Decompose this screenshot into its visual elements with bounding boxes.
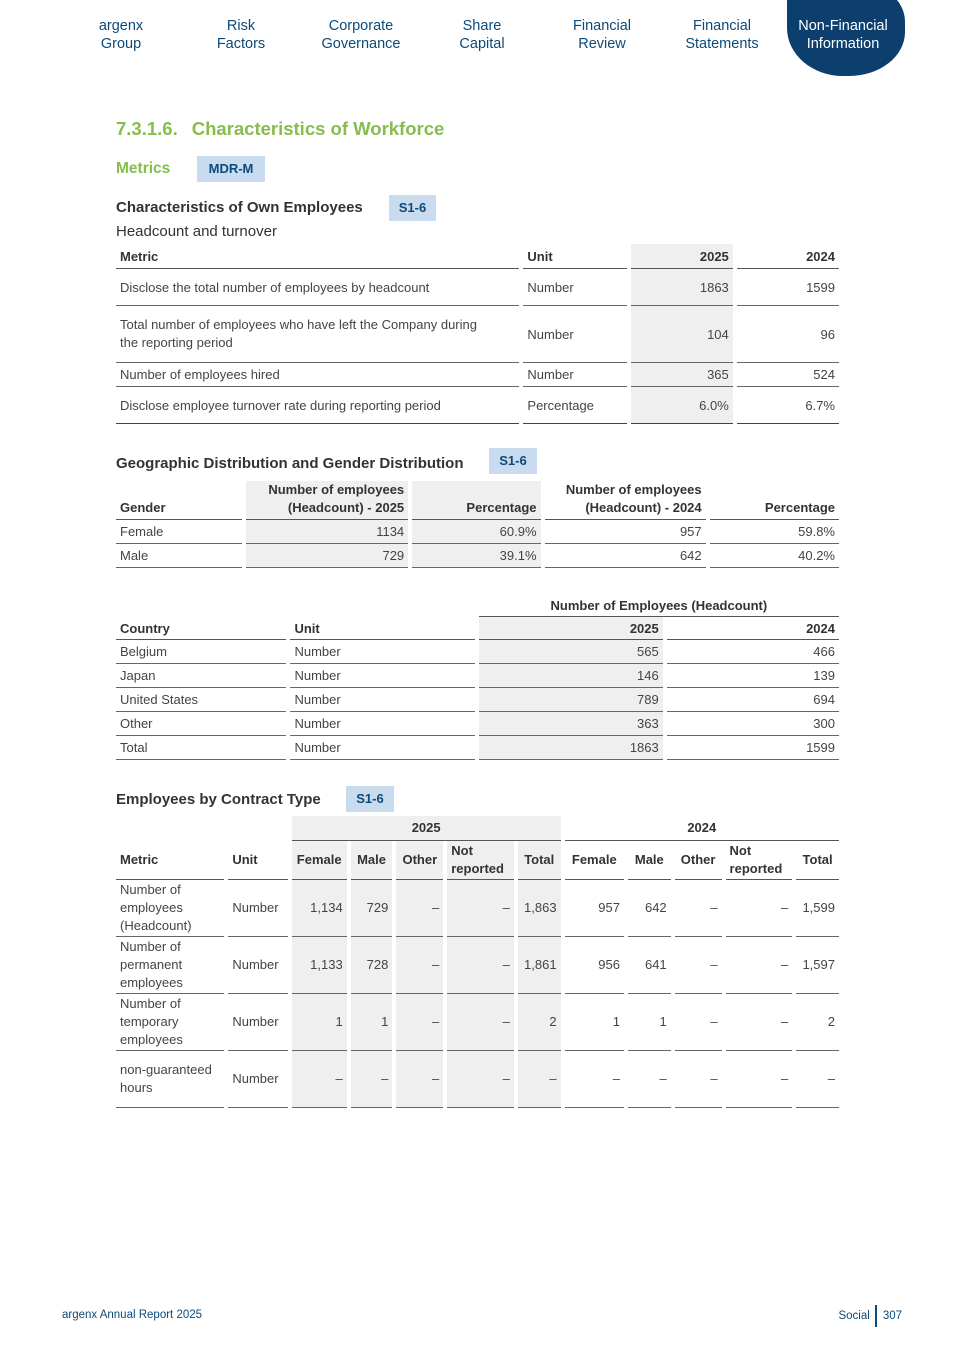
- unit-cell: Number: [290, 712, 474, 736]
- value-cell: –: [396, 1051, 443, 1108]
- col-group-header-2024: 2024: [565, 816, 839, 841]
- unit-cell: Number: [290, 736, 474, 760]
- percentage-2025-cell: 60.9%: [412, 520, 540, 544]
- nav-label: Non-Financial: [798, 18, 888, 34]
- value-cell: –: [447, 994, 514, 1051]
- table-year-header-row: [116, 816, 839, 841]
- blank-header: [116, 595, 286, 617]
- value-cell: 1: [351, 994, 393, 1051]
- geo-gender-title: Geographic Distribution and Gender Distribution: [116, 455, 464, 472]
- col-header-total-2024: Total: [796, 841, 839, 880]
- nav-label: Financial: [572, 18, 632, 34]
- country-cell: Other: [116, 712, 286, 736]
- value-cell: –: [565, 1051, 624, 1108]
- value-cell: –: [675, 1051, 722, 1108]
- value-cell: –: [396, 880, 443, 937]
- table-row: [116, 640, 839, 664]
- nav-argenx-group[interactable]: [71, 18, 171, 58]
- col-header-female-2024: Female: [565, 841, 624, 880]
- value-2024-cell: 466: [667, 640, 839, 664]
- col-header-2025: 2025: [631, 244, 733, 269]
- table-row: [116, 712, 839, 736]
- contract-type-table: [112, 816, 843, 1108]
- gender-cell: Female: [116, 520, 242, 544]
- nav-label: Corporate: [328, 18, 394, 34]
- value-2025-cell: 365: [631, 363, 733, 387]
- s1-6-tag: S1-6: [389, 195, 436, 221]
- value-2025-cell: 6.0%: [631, 387, 733, 424]
- table-row: [116, 664, 839, 688]
- gender-cell: Male: [116, 544, 242, 568]
- nav-label: Risk: [226, 18, 256, 34]
- unit-cell: Number: [523, 269, 626, 306]
- gender-distribution-table: [112, 481, 843, 568]
- metric-cell: Number of permanent employees: [116, 937, 224, 994]
- nav-label: Information: [806, 35, 880, 52]
- country-cell: Total: [116, 736, 286, 760]
- metric-cell: Number of employees hired: [116, 363, 519, 387]
- unit-cell: Number: [290, 664, 474, 688]
- value-2024-cell: 1599: [737, 269, 839, 306]
- table-row: [116, 363, 839, 387]
- value-cell: –: [675, 937, 722, 994]
- value-cell: 1,861: [518, 937, 561, 994]
- col-header-not-reported-2024: Not reported: [726, 841, 793, 880]
- nav-label: Factors: [216, 35, 266, 52]
- metric-cell: Total number of employees who have left the Company during the reporting period: [116, 306, 519, 363]
- headcount-turnover-subtitle: Headcount and turnover: [116, 223, 277, 240]
- col-header-unit: Unit: [290, 617, 474, 640]
- value-cell: –: [447, 937, 514, 994]
- value-cell: 956: [565, 937, 624, 994]
- value-cell: –: [628, 1051, 671, 1108]
- value-2025-cell: 565: [479, 640, 663, 664]
- value-cell: 642: [628, 880, 671, 937]
- metric-cell: non-guaranteed hours: [116, 1051, 224, 1108]
- col-header-not-reported-2025: Not reported: [447, 841, 514, 880]
- value-cell: –: [292, 1051, 347, 1108]
- col-header-male-2024: Male: [628, 841, 671, 880]
- unit-cell: Number: [290, 688, 474, 712]
- table-row: [116, 269, 839, 306]
- table-row: [116, 937, 839, 994]
- value-cell: 1: [628, 994, 671, 1051]
- value-2024-cell: 1599: [667, 736, 839, 760]
- nav-financial-review[interactable]: [552, 18, 652, 58]
- nav-label: Group: [100, 35, 142, 52]
- percentage-2025-cell: 39.1%: [412, 544, 540, 568]
- table-header-row: [116, 841, 839, 880]
- value-cell: –: [447, 1051, 514, 1108]
- unit-cell: Number: [228, 994, 287, 1051]
- own-employees-title: Characteristics of Own Employees: [116, 199, 363, 216]
- percentage-2024-cell: 40.2%: [710, 544, 839, 568]
- country-cell: Japan: [116, 664, 286, 688]
- unit-cell: Number: [228, 1051, 287, 1108]
- footer-report-title: argenx Annual Report 2025: [62, 1309, 203, 1321]
- value-cell: –: [518, 1051, 561, 1108]
- value-cell: 729: [351, 880, 393, 937]
- value-cell: –: [726, 880, 793, 937]
- table-row: [116, 387, 839, 424]
- value-cell: 728: [351, 937, 393, 994]
- value-cell: –: [796, 1051, 839, 1108]
- col-header-headcount-2024: Number of employees (Headcount) - 2024: [545, 481, 706, 520]
- nav-label: Statements: [685, 35, 759, 52]
- value-cell: –: [396, 994, 443, 1051]
- col-header-unit: Unit: [523, 244, 626, 269]
- col-header-metric: Metric: [116, 244, 519, 269]
- value-cell: 2: [518, 994, 561, 1051]
- nav-label: argenx: [98, 18, 144, 34]
- col-header-other-2025: Other: [396, 841, 443, 880]
- table-row: [116, 688, 839, 712]
- headcount-turnover-table: [112, 244, 843, 424]
- col-header-2024: 2024: [737, 244, 839, 269]
- nav-label: Financial: [692, 18, 752, 34]
- value-cell: 1,597: [796, 937, 839, 994]
- country-cell: Belgium: [116, 640, 286, 664]
- footer-divider: [875, 1305, 877, 1327]
- table-row: [116, 306, 839, 363]
- table-header-row: [116, 244, 839, 269]
- value-2025-cell: 789: [479, 688, 663, 712]
- value-2025-cell: 1863: [631, 269, 733, 306]
- metric-cell: Disclose the total number of employees by headcount: [116, 269, 519, 306]
- value-2024-cell: 139: [667, 664, 839, 688]
- table-row: [116, 736, 839, 760]
- nav-risk-factors[interactable]: [191, 18, 291, 58]
- col-header-metric: Metric: [116, 841, 224, 880]
- nav-non-financial-information[interactable]: [787, 18, 899, 58]
- value-cell: –: [351, 1051, 393, 1108]
- value-2024-cell: 96: [737, 306, 839, 363]
- table-row: [116, 994, 839, 1051]
- nav-financial-statements[interactable]: [667, 18, 777, 58]
- page-number: 307: [882, 1310, 902, 1322]
- value-2025-cell: 104: [631, 306, 733, 363]
- table-row: [116, 880, 839, 937]
- unit-cell: Number: [523, 363, 626, 387]
- value-cell: 1,134: [292, 880, 347, 937]
- table-row: [116, 544, 839, 568]
- table-header-row: [116, 617, 839, 640]
- col-header-percentage-2024: Percentage: [710, 481, 839, 520]
- section-title-text: Characteristics of Workforce: [191, 118, 445, 139]
- contract-type-title: Employees by Contract Type: [116, 791, 321, 808]
- col-group-header-2025: 2025: [292, 816, 561, 841]
- s1-6-tag: S1-6: [489, 448, 537, 474]
- col-header-percentage-2025: Percentage: [412, 481, 540, 520]
- nav-corporate-governance[interactable]: [306, 18, 416, 58]
- value-cell: –: [675, 880, 722, 937]
- percentage-2024-cell: 59.8%: [710, 520, 839, 544]
- col-header-total-2025: Total: [518, 841, 561, 880]
- nav-share-capital[interactable]: [432, 18, 532, 58]
- col-group-header-headcount: Number of Employees (Headcount): [479, 595, 839, 617]
- headcount-2024-cell: 642: [545, 544, 706, 568]
- nav-label: Capital: [459, 35, 505, 52]
- blank-header: [228, 816, 287, 841]
- col-header-gender: Gender: [116, 481, 242, 520]
- table-row: [116, 520, 839, 544]
- value-cell: –: [726, 994, 793, 1051]
- headcount-2024-cell: 957: [545, 520, 706, 544]
- value-2024-cell: 694: [667, 688, 839, 712]
- value-cell: 957: [565, 880, 624, 937]
- table-group-header-row: [116, 595, 839, 617]
- value-2024-cell: 6.7%: [737, 387, 839, 424]
- col-header-headcount-2025: Number of employees (Headcount) - 2025: [246, 481, 408, 520]
- metrics-label: Metrics: [116, 160, 171, 177]
- footer-section: Social: [838, 1310, 870, 1322]
- value-cell: 1,599: [796, 880, 839, 937]
- value-cell: –: [675, 994, 722, 1051]
- value-cell: –: [447, 880, 514, 937]
- headcount-2025-cell: 1134: [246, 520, 408, 544]
- col-header-male-2025: Male: [351, 841, 393, 880]
- section-title: [116, 118, 444, 140]
- col-header-unit: Unit: [228, 841, 287, 880]
- headcount-2025-cell: 729: [246, 544, 408, 568]
- table-row: [116, 1051, 839, 1108]
- unit-cell: Percentage: [523, 387, 626, 424]
- col-header-female-2025: Female: [292, 841, 347, 880]
- blank-header: [290, 595, 474, 617]
- unit-cell: Number: [523, 306, 626, 363]
- value-2025-cell: 1863: [479, 736, 663, 760]
- value-2025-cell: 146: [479, 664, 663, 688]
- s1-6-tag: S1-6: [346, 786, 394, 812]
- blank-header: [116, 816, 224, 841]
- value-cell: –: [396, 937, 443, 994]
- unit-cell: Number: [228, 937, 287, 994]
- value-2025-cell: 363: [479, 712, 663, 736]
- section-number: 7.3.1.6.: [116, 118, 178, 139]
- col-header-other-2024: Other: [675, 841, 722, 880]
- country-headcount-table: [112, 595, 843, 760]
- metric-cell: Number of employees (Headcount): [116, 880, 224, 937]
- metric-cell: Number of temporary employees: [116, 994, 224, 1051]
- nav-label: Governance: [321, 35, 401, 52]
- footer-page-info: [838, 1305, 902, 1327]
- nav-label: Review: [578, 35, 626, 52]
- value-cell: 1,133: [292, 937, 347, 994]
- value-cell: 641: [628, 937, 671, 994]
- value-2024-cell: 300: [667, 712, 839, 736]
- metric-cell: Disclose employee turnover rate during reporting period: [116, 387, 519, 424]
- col-header-2025: 2025: [479, 617, 663, 640]
- col-header-country: Country: [116, 617, 286, 640]
- value-cell: 2: [796, 994, 839, 1051]
- value-cell: –: [726, 1051, 793, 1108]
- unit-cell: Number: [290, 640, 474, 664]
- country-cell: United States: [116, 688, 286, 712]
- mdr-m-tag: MDR-M: [197, 156, 265, 182]
- value-cell: 1: [292, 994, 347, 1051]
- nav-label: Share: [462, 18, 502, 34]
- value-2024-cell: 524: [737, 363, 839, 387]
- table-header-row: [116, 481, 839, 520]
- value-cell: 1,863: [518, 880, 561, 937]
- unit-cell: Number: [228, 880, 287, 937]
- value-cell: –: [726, 937, 793, 994]
- value-cell: 1: [565, 994, 624, 1051]
- col-header-2024: 2024: [667, 617, 839, 640]
